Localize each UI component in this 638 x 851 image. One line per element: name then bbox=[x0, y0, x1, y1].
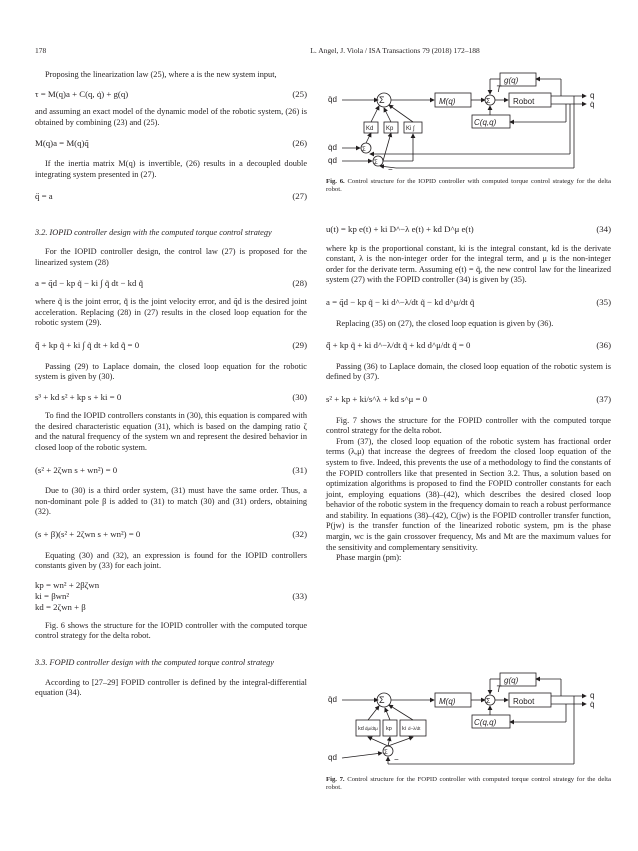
paragraph: and assuming an exact model of the dynamic model of the robotic system, (26) is obtained by combining (23) and (25). bbox=[35, 107, 307, 127]
qdd-label: q̈d bbox=[328, 695, 337, 704]
paragraph: where kp is the proportional constant, ki is the integral constant, kd is the derivate constant, λ is the non-integer order for the integral term, and μ is the non-integer order for the derivate term. Assuming e(t) = q̃, the new control law for the linearized system (27) with the FOPID controller (34) is given by (35). bbox=[326, 243, 611, 285]
paragraph: According to [27–29] FOPID controller is defined by the integral-differential equation (34). bbox=[35, 677, 307, 698]
cqq-block: C(q,q) bbox=[474, 118, 497, 127]
sum-symbol: Σ bbox=[486, 698, 491, 705]
paragraph: Passing (29) to Laplace domain, the closed loop equation for the robotic system is given by (30). bbox=[35, 361, 307, 382]
ki-block: ki bbox=[402, 726, 406, 732]
equation-26: M(q)a = M(q)q̈ (26) bbox=[35, 138, 307, 149]
mq-block: M(q) bbox=[439, 697, 456, 706]
mq-block: M(q) bbox=[439, 97, 456, 106]
kp-block: Kp bbox=[386, 126, 394, 132]
equation-31: (s² + 2ζwn s + wn²) = 0 (31) bbox=[35, 464, 307, 475]
sum-symbol: Σ bbox=[362, 147, 366, 153]
q-output: q bbox=[590, 691, 595, 700]
figure-7-diagram bbox=[326, 668, 611, 770]
left-column bbox=[35, 70, 307, 699]
gq-block: g(q) bbox=[504, 676, 519, 685]
paragraph: For the IOPID controller design, the control law (27) is proposed for the linearized system (28) bbox=[35, 247, 307, 267]
cqq-block: C(q,q) bbox=[474, 718, 497, 727]
ki-operator: d−λ/dt bbox=[408, 726, 421, 731]
equation-27: q̈ = a (27) bbox=[35, 191, 307, 202]
paragraph: To find the IOPID controllers constants in (30), this equation is compared with the desired characteristic equation (31), which is based on the damping ratio ζ and the natural frequency of the system wn and represent the desired behavior in closed loop of the robotic system. bbox=[35, 411, 307, 453]
qdd-label: q̈d bbox=[328, 95, 337, 104]
minus-sign: − bbox=[388, 165, 393, 172]
ki-block: Ki ∫ bbox=[406, 126, 415, 132]
paragraph: Fig. 7 shows the structure for the FOPID controller with the computed torque control strategy for the delta robot. bbox=[326, 415, 611, 436]
kd-block: Kd bbox=[366, 126, 374, 132]
section-heading-3-2: 3.2. IOPID controller design with the computed torque control strategy bbox=[35, 227, 272, 237]
tau-label: T bbox=[496, 84, 502, 94]
paragraph: Proposing the linearization law (25), where a is the new system input, bbox=[45, 70, 277, 79]
sum-symbol: Σ bbox=[379, 95, 385, 105]
minus-sign: − bbox=[394, 755, 399, 764]
kd-operator: dμ/dtμ bbox=[365, 726, 378, 731]
kp-block: kp bbox=[386, 726, 392, 732]
qdot-output: q̇ bbox=[590, 700, 595, 709]
figure-6-caption: Fig. 6. Control structure for the IOPID controller with computed torque control strategy for the delta robot. bbox=[326, 178, 611, 194]
paragraph: If the inertia matrix M(q) is invertible, (26) results in a decoupled double integrating system presented in (27). bbox=[35, 158, 307, 179]
qd-dot-label: q̇d bbox=[328, 143, 337, 152]
robot-block: Robot bbox=[513, 97, 535, 106]
page-number: 178 bbox=[35, 46, 47, 55]
qd-label: qd bbox=[328, 156, 337, 165]
paragraph: Due to (30) is a third order system, (31) must have the same order. Thus, a non-dominant pole β is added to (31) to match (30) and (31) orders, obtaining (32). bbox=[35, 486, 307, 517]
paragraph: Equating (30) and (32), an expression is found for the IOPID controllers constants given by (33) for each joint. bbox=[35, 550, 307, 571]
kd-block: kd bbox=[358, 726, 364, 732]
qd-label: qd bbox=[328, 753, 337, 762]
paragraph: where q̃ is the joint error, q̃̇ is the joint velocity error, and q̈d is the desired joint acceleration. Replacing (28) in (27) results in the closed loop equation for the robotic system (29). bbox=[35, 297, 307, 328]
tau-label: T bbox=[496, 684, 502, 694]
robot-block: Robot bbox=[513, 697, 535, 706]
running-title: L. Angel, J. Viola / ISA Transactions 79 (2018) 172–188 bbox=[310, 46, 480, 55]
gq-block: g(q) bbox=[504, 76, 519, 85]
equation-32: (s + β)(s² + 2ζwn s + wn²) = 0 (32) bbox=[35, 529, 307, 540]
figure-6-diagram bbox=[326, 68, 611, 172]
q-output: q bbox=[590, 91, 595, 100]
right-column bbox=[326, 224, 611, 564]
equation-34: u(t) = kp e(t) + ki D^−λ e(t) + kd D^μ e(t) (34) bbox=[326, 224, 611, 234]
equation-37: s² + kp + ki/s^λ + kd s^μ = 0 (37) bbox=[326, 393, 611, 404]
qdot-output: q̇ bbox=[590, 100, 595, 109]
sum-symbol: Σ bbox=[384, 750, 388, 756]
equation-35: a = q̈d − kp q̃ − ki d^−λ/dt q̃ − kd d^μ/dt q̃ (35) bbox=[326, 296, 611, 307]
figure-7-caption: Fig. 7. Control structure for the FOPID controller with computed torque control strategy for the delta robot. bbox=[326, 776, 611, 792]
sum-symbol: Σ bbox=[486, 98, 491, 105]
equation-36: q̃̈ + kp q̃ + ki d^−λ/dt q̃ + kd d^μ/dt q̃ = 0 (36) bbox=[326, 340, 611, 351]
equation-28: a = q̈d − kp q̃ − ki ∫ q̃ dt − kd q̃̇ (28) bbox=[35, 277, 307, 288]
equation-30: s³ + kd s² + kp s + ki = 0 (30) bbox=[35, 391, 307, 402]
paragraph: Phase margin (pm): bbox=[336, 553, 402, 563]
sum-symbol: Σ bbox=[374, 160, 378, 166]
equation-25: τ = M(q)a + C(q, q̇) + g(q) (25) bbox=[35, 88, 307, 99]
paragraph: From (37), the closed loop equation of the robotic system has fractional order terms (λ,μ) that increase the degrees of freedom the closed loop equation of the system to five. Indeed, this prevents the use of a methodology to find the constants of the FOPID controllers like that presented in Section 3.2. Thus, a solution based on optimization algorithms is proposed to find the FOPID controller constants for each joint, employing equations (38)–(42), which describes the desired closed loop behavior of the robotic system in the frequency domain to reach a robust performance and stability. In equations (38)–(42), C(jw) is the FOPID controller transfer function, P(jw) is the transfer function of the linearized robotic system, pm is the phase margin, wc is the gain crossover frequency, Ms and Mt are the maximum values for the sensitivity and complementary sensitivity. bbox=[326, 436, 611, 552]
paragraph: Replacing (35) on (27), the closed loop equation is given by (36). bbox=[336, 318, 554, 328]
equation-33: kp = wn² + 2βζwn ki = βwn² kd = 2ζwn + β (33) bbox=[35, 579, 307, 612]
equation-29: q̃̈ + kp q̃ + ki ∫ q̃ dt + kd q̃̇ = 0 (29) bbox=[35, 339, 307, 350]
sum-symbol: Σ bbox=[379, 695, 385, 705]
section-heading-3-3: 3.3. FOPID controller design with the computed torque control strategy bbox=[35, 658, 274, 667]
paragraph: Fig. 6 shows the structure for the IOPID controller with the computed torque control strategy for the delta robot. bbox=[35, 620, 307, 641]
paragraph: Passing (36) to Laplace domain, the closed loop equation of the robotic system is defined by (37). bbox=[326, 361, 611, 382]
